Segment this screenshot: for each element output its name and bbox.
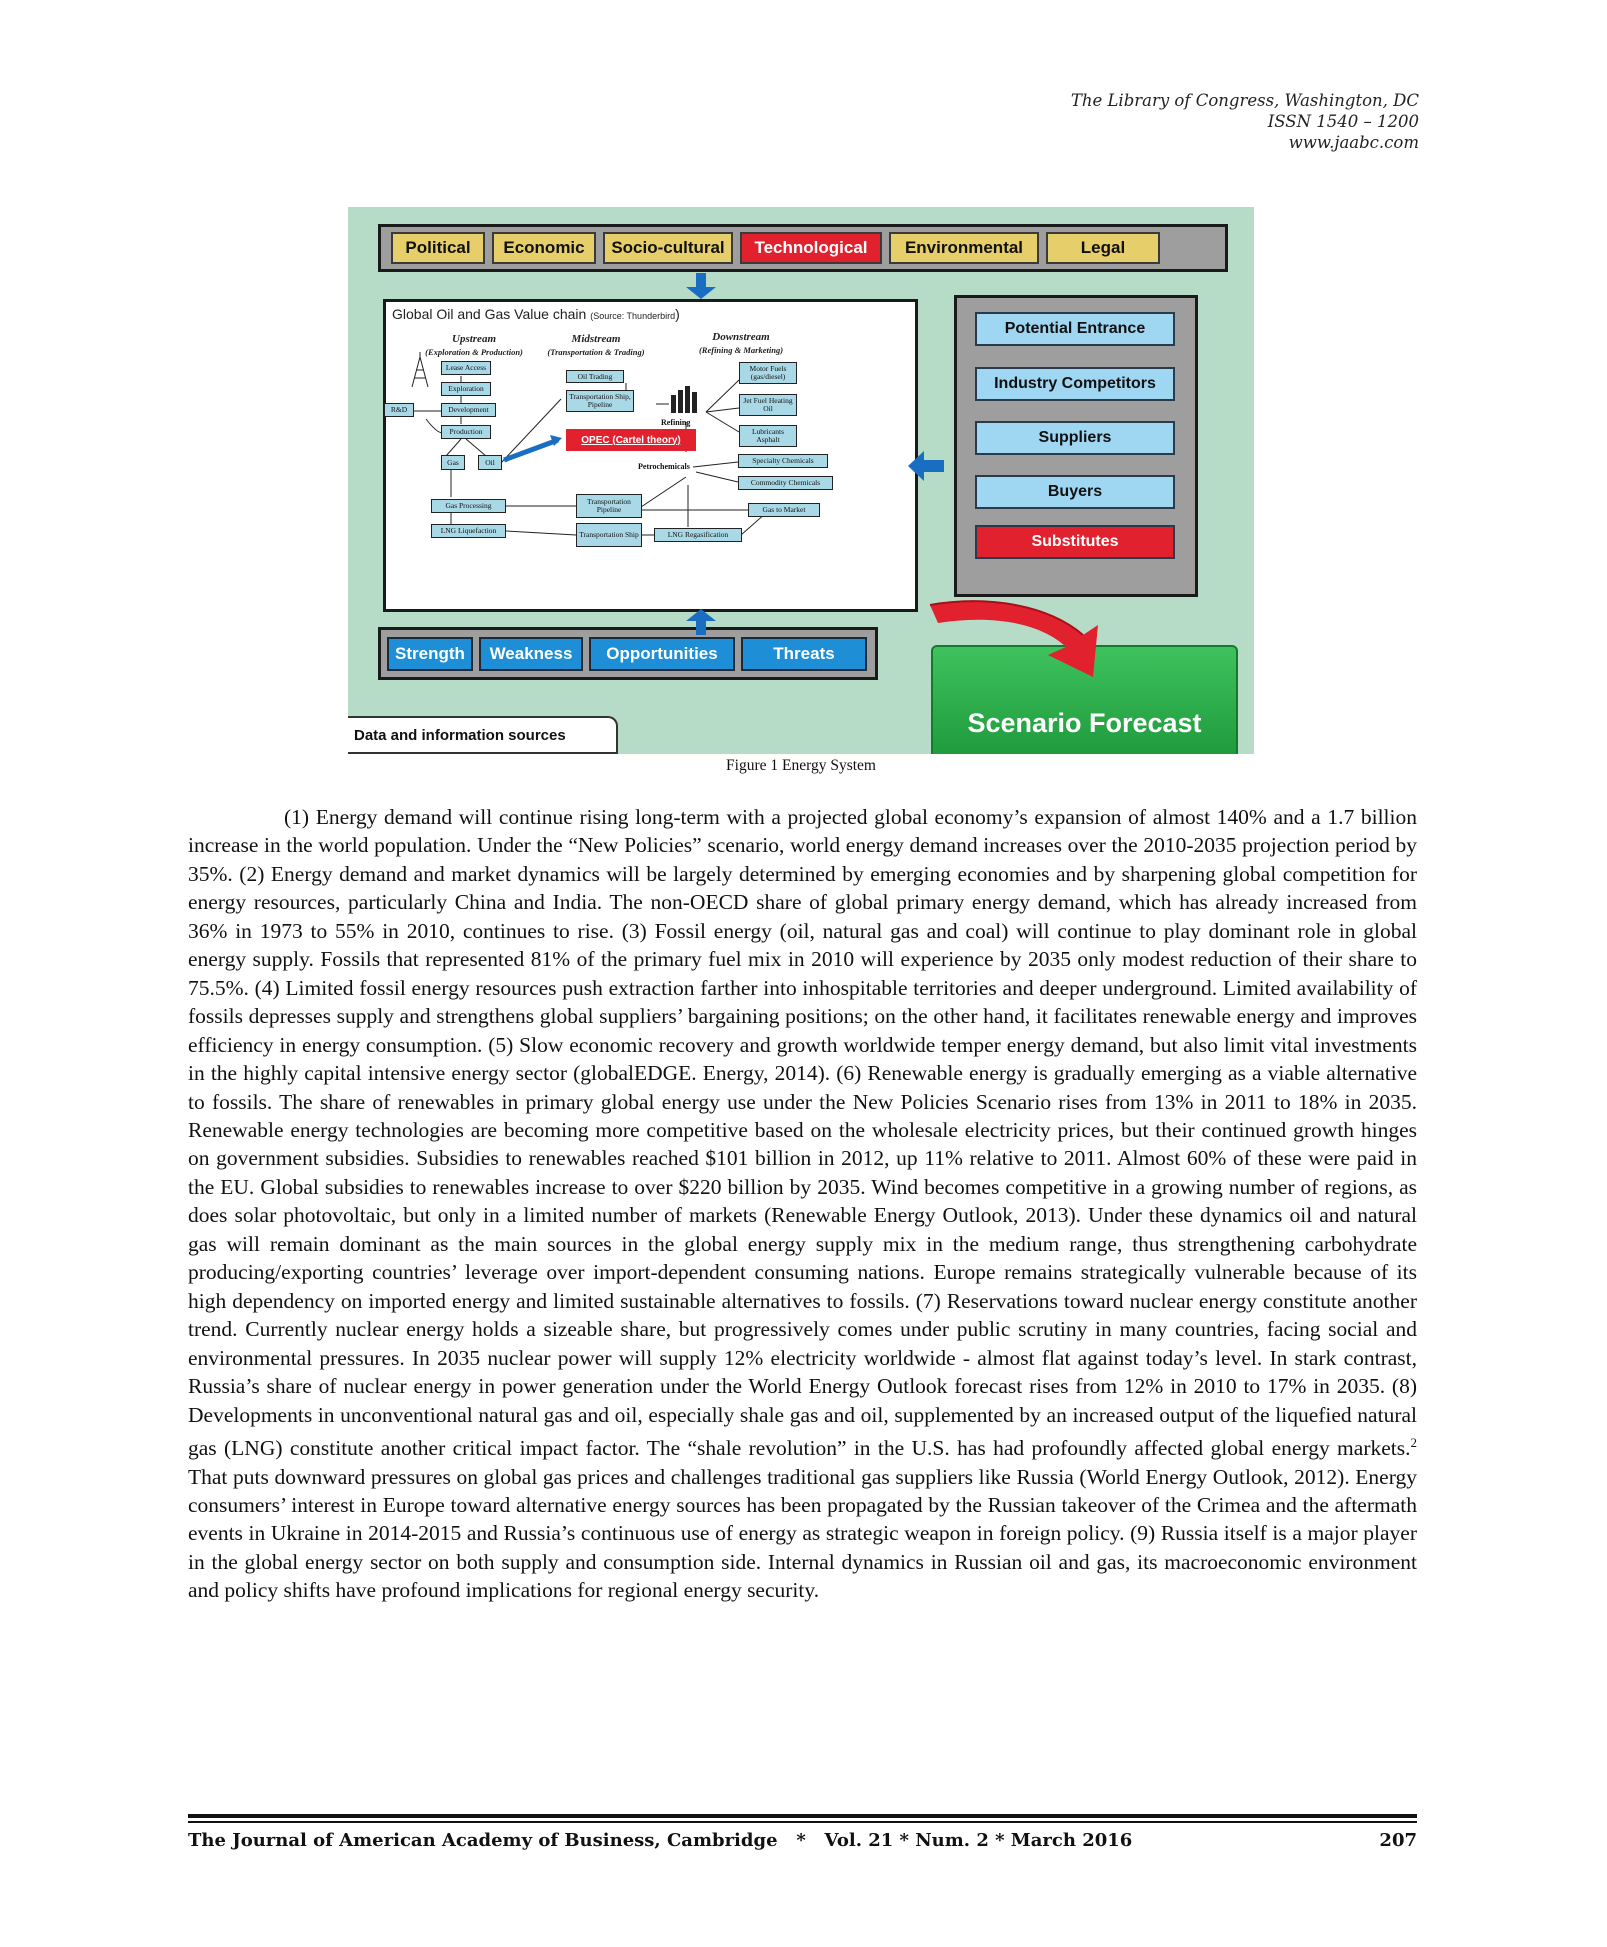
- stage-upstream-name: Upstream: [452, 333, 496, 345]
- body-text-part-1: (1) Energy demand will continue rising long-term with a projected global economy’s expansion of almost 140% and a 1.7 billion increase in the world population. Under the “New Policies” scenario, world energy demand increases over the 2010-2035 projection period by 35%. (2) Energy demand and market dynamics will be largely determined by emerging economies and by sharpening global competition for energy resources, particularly China and India. The non-OECD share of global primary energy demand, which has already increased from 36% in 1973 to 55% in 2010, continues to rise. (3) Fossil energy (oil, natural gas and coal) will continue to play dominant role in global energy supply. Fossils that represented 81% of the primary fuel mix in 2010 will experience by 2035 only modest reduction of their share to 75.5%. (4) Limited fossil energy resources push extraction farther into inhospitable territories and deeper underground. Limited availability of fossils depresses supply and strengthens global suppliers’ bargaining positions; on the other hand, it facilitates renewable energy and improves efficiency in energy consumption. (5) Slow economic recovery and growth worldwide temper energy demand, but also limit vital investments in the highly capital intensive energy sector (globalEDGE. Energy, 2014). (6) Renewable energy is gradually emerging as a viable alternative to fossils. The share of renewables in primary global energy use under the New Policies Scenario rises from 13% in 2011 to 18% in 2035. Renewable energy technologies are becoming more competitive based on the wholesale electricity prices, but their continued growth hinges on government subsidies. Subsidies to renewables reached $101 billion in 2012, up 11% relative to 2011. Almost 60% of these were paid in the EU. Global subsidies to renewables increase to over $220 billion by 2035. Wind becomes competitive in a growing number of regions, as does solar photovoltaic, but only in a limited number of markets (Renewable Energy Outlook, 2013). Under these dynamics oil and natural gas will remain dominant as the main sources in the global energy supply mix in the medium range, thus strengthening carbohydrate producing/exporting countries’ leverage over import-dependent consuming nations. Europe remains strategically vulnerable because of its high dependency on imported energy and limited sustainable alternatives to fossils. (7) Reservations toward nuclear energy constitute another trend. Currently nuclear energy holds a sizeable share, but progressively comes under public scrutiny in many countries, facing social and environmental pressures. In 2035 nuclear power will supply 12% electricity worldwide - almost flat against today’s level. In stark contrast, Russia’s share of nuclear energy in power generation under the World Energy Outlook forecast rises from 12% in 2010 to 17% in 2035. (8) Developments in unconventional natural gas and oil, especially shale gas and oil, supplemented by an increased output of the liquefied natural gas (LNG) constitute another critical impact factor. The “shale revolution” in the U.S. has had profoundly affected global energy markets.: [188, 805, 1417, 1461]
- node-lng-liquefaction: LNG Liquefaction: [431, 524, 506, 538]
- node-lng-regasification: LNG Regasification: [654, 528, 742, 542]
- pestel-environmental: Environmental: [889, 232, 1039, 264]
- node-exploration: Exploration: [441, 382, 491, 396]
- footer-rule-thick: [188, 1814, 1417, 1818]
- swot-threats: Threats: [741, 637, 867, 671]
- node-gas-to-market: Gas to Market: [748, 503, 820, 517]
- body-text-part-2: That puts downward pressures on global gas prices and challenges traditional gas suppliers like Russia (World Energy Outlook, 2012). Energy consumers’ interest in Europe toward alternative energy sources has been propagated by the Russian takeover of the Crimea and the aftermath events in Ukraine in 2014-2015 and Russia’s continuous use of energy as strategic weapon in foreign policy. (9) Russia itself is a major player in the global energy sector on both supply and consumption side. Internal dynamics in Russian oil and gas, its macroeconomic environment and policy shifts have profound implications for regional energy security.: [188, 1464, 1417, 1603]
- value-chain-title-text: Global Oil and Gas Value chain: [392, 306, 587, 322]
- value-chain-title-end: ): [675, 306, 680, 322]
- stage-downstream-sub: (Refining & Marketing): [698, 345, 784, 355]
- node-jet-fuel: Jet Fuel Heating Oil: [739, 394, 797, 416]
- header-line-1: The Library of Congress, Washington, DC: [1070, 91, 1419, 110]
- refinery-icon: [671, 386, 697, 413]
- label-petrochemicals: Petrochemicals: [638, 462, 690, 471]
- opec-box: OPEC (Cartel theory): [566, 429, 696, 451]
- node-motor-fuels: Motor Fuels (gas/diesel): [739, 362, 797, 384]
- node-transport-pipeline: Transportation Pipeline: [576, 494, 642, 518]
- pestel-economic: Economic: [492, 232, 596, 264]
- energy-system-figure: [348, 207, 1254, 754]
- stage-upstream-sub: (Exploration & Production): [425, 347, 523, 357]
- node-specialty-chemicals: Specialty Chemicals: [738, 454, 828, 468]
- figure-caption: Figure 1 Energy System: [726, 757, 876, 774]
- node-development: Development: [441, 403, 496, 417]
- oil-rig-icon: [412, 352, 428, 387]
- arrow-down-icon: [686, 273, 716, 299]
- pestel-row: [378, 224, 1228, 272]
- footnote-ref: 2: [1410, 1434, 1417, 1450]
- node-oil: Oil: [478, 455, 502, 470]
- node-gas: Gas: [441, 455, 465, 470]
- node-transport-ship: Transportation Ship: [576, 523, 642, 547]
- pestel-socio-cultural: Socio-cultural: [603, 232, 733, 264]
- swot-strength: Strength: [387, 637, 473, 671]
- pestel-legal: Legal: [1046, 232, 1160, 264]
- porter-five-forces: [954, 295, 1198, 597]
- porter-suppliers: Suppliers: [975, 421, 1175, 455]
- pestel-political: Political: [391, 232, 485, 264]
- data-sources-tab: Data and information sources: [348, 716, 618, 754]
- footer-rule-thin: [188, 1821, 1417, 1823]
- header-line-3: www.jaabc.com: [1288, 133, 1419, 152]
- porter-substitutes: Substitutes: [975, 525, 1175, 559]
- swot-weakness: Weakness: [479, 637, 583, 671]
- swot-opportunities: Opportunities: [589, 637, 735, 671]
- header-line-2: ISSN 1540 – 1200: [1267, 112, 1419, 131]
- node-lease-access: Lease Access: [441, 361, 491, 375]
- node-transport-ship-pipeline: Transportation Ship, Pipeline: [566, 390, 634, 412]
- node-production: Production: [441, 425, 491, 439]
- pestel-technological: Technological: [740, 232, 882, 264]
- stage-midstream-sub: (Transportation & Trading): [547, 347, 645, 357]
- node-lubricants: Lubricants Asphalt: [739, 425, 797, 447]
- value-chain-box: [383, 299, 918, 612]
- swot-row: [378, 627, 878, 680]
- node-oil-trading: Oil Trading: [566, 370, 624, 383]
- porter-potential-entrance: Potential Entrance: [975, 312, 1175, 346]
- value-chain-connectors: [386, 302, 915, 609]
- stage-midstream-name: Midstream: [571, 333, 621, 345]
- running-header: [819, 90, 1419, 153]
- value-chain-source: (Source: Thunderbird: [590, 311, 676, 321]
- scenario-forecast: Scenario Forecast: [931, 645, 1238, 754]
- page-number: 207: [1379, 1830, 1417, 1851]
- stage-downstream-name: Downstream: [712, 331, 770, 343]
- footer-journal: The Journal of American Academy of Business, Cambridge * Vol. 21 * Num. 2 * March 2016: [188, 1830, 1133, 1851]
- running-footer: [188, 1830, 1417, 1851]
- label-refining: Refining: [661, 418, 691, 427]
- porter-buyers: Buyers: [975, 475, 1175, 509]
- node-gas-processing: Gas Processing: [431, 499, 506, 513]
- body-paragraph: [188, 803, 1417, 1605]
- porter-industry-competitors: Industry Competitors: [975, 367, 1175, 401]
- node-rd: R&D: [384, 403, 414, 417]
- node-commodity-chemicals: Commodity Chemicals: [738, 476, 833, 490]
